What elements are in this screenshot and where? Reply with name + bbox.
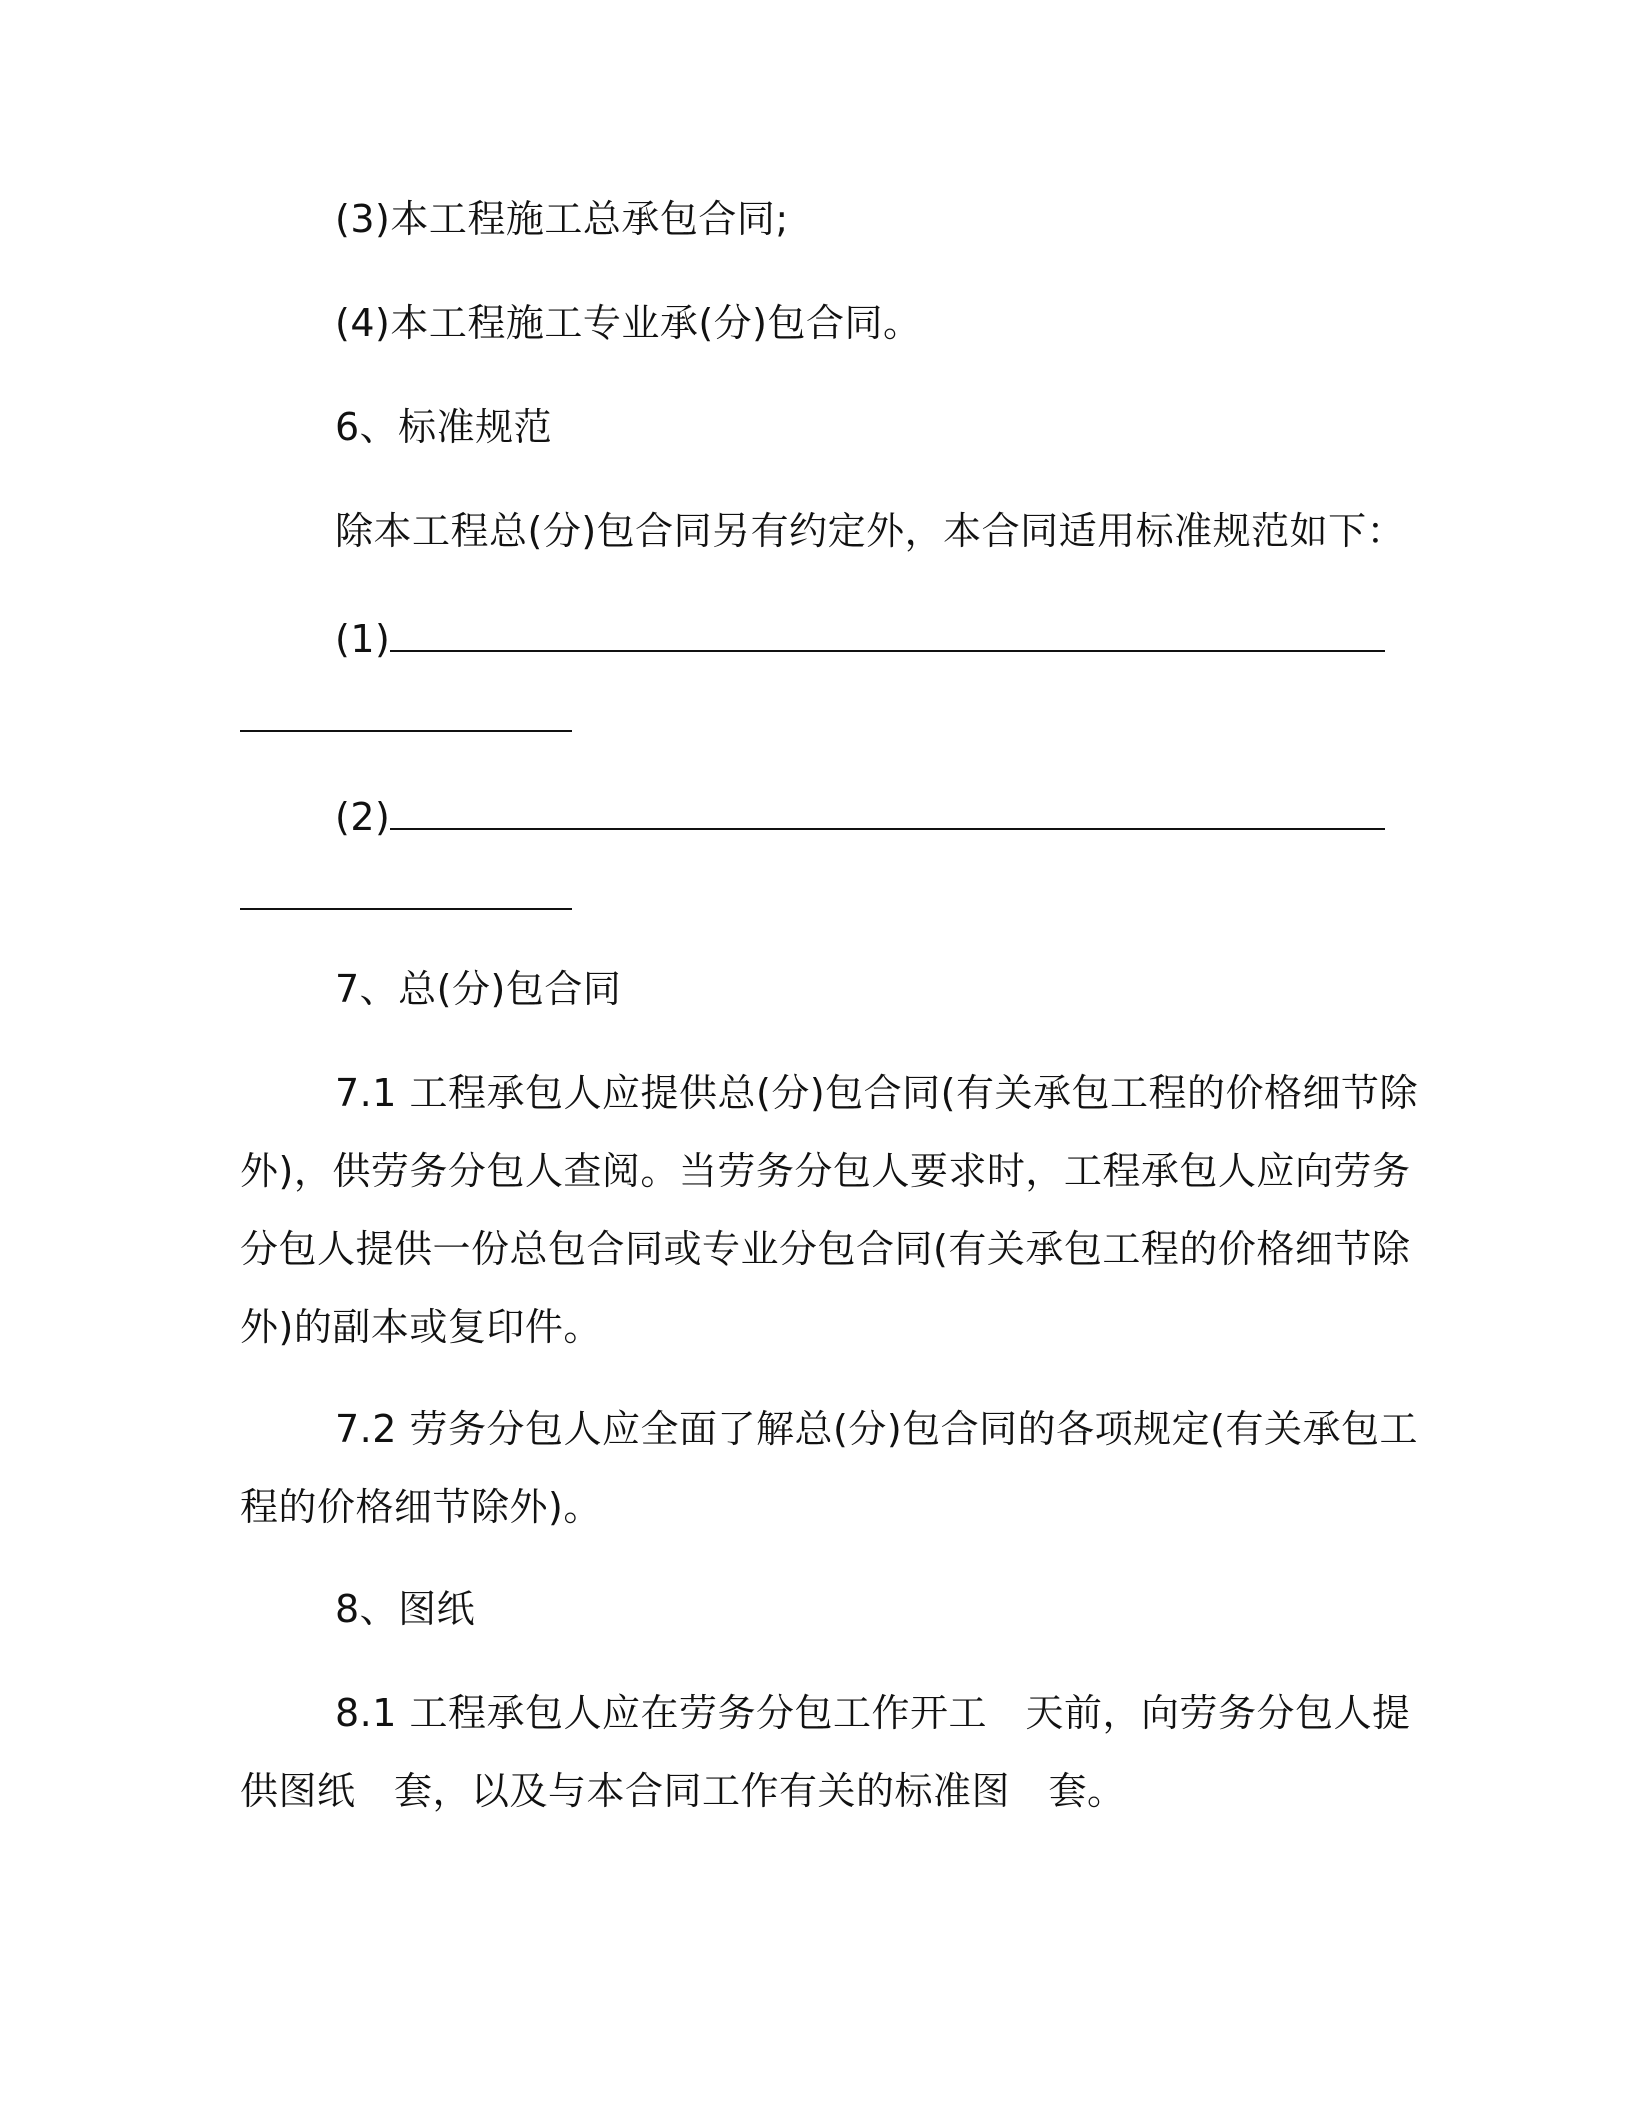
clause-7-1-line-4: 外)的副本或复印件。 bbox=[240, 1305, 602, 1349]
contract-item-3: (3)本工程施工总承包合同; bbox=[335, 197, 789, 241]
standard-item-1-continued bbox=[240, 680, 1380, 758]
section-heading-8: 8、图纸 bbox=[335, 1587, 476, 1631]
fill-in-blank bbox=[240, 880, 572, 910]
clause-7-1-line-1: 7.1 工程承包人应提供总(分)包合同(有关承包工程的价格细节除 bbox=[335, 1071, 1418, 1115]
contract-item-4: (4)本工程施工专业承(分)包合同。 bbox=[335, 301, 922, 345]
standard-item-2-label: (2) bbox=[335, 795, 391, 839]
fill-in-blank bbox=[390, 800, 1385, 830]
fill-in-blank bbox=[390, 622, 1385, 652]
clause-7-2-line-2: 程的价格细节除外)。 bbox=[240, 1485, 602, 1529]
standard-item-1 bbox=[240, 600, 1380, 678]
clause-7-1-line-3: 分包人提供一份总包合同或专业分包合同(有关承包工程的价格细节除 bbox=[240, 1227, 1411, 1271]
clause-8-1-line-1: 8.1 工程承包人应在劳务分包工作开工 天前，向劳务分包人提 bbox=[335, 1691, 1411, 1735]
clause-7-2-line-1: 7.2 劳务分包人应全面了解总(分)包合同的各项规定(有关承包工 bbox=[335, 1407, 1418, 1451]
standard-item-2 bbox=[240, 778, 1380, 856]
standards-intro: 除本工程总(分)包合同另有约定外，本合同适用标准规范如下： bbox=[335, 509, 1406, 553]
fill-in-blank bbox=[240, 702, 572, 732]
standard-item-1-label: (1) bbox=[335, 617, 391, 661]
standard-item-2-continued bbox=[240, 858, 1380, 936]
section-heading-7: 7、总(分)包合同 bbox=[335, 967, 622, 1011]
clause-8-1-line-2: 供图纸 套，以及与本合同工作有关的标准图 套。 bbox=[240, 1769, 1126, 1813]
clause-7-1-line-2: 外)，供劳务分包人查阅。当劳务分包人要求时，工程承包人应向劳务 bbox=[240, 1149, 1411, 1193]
section-heading-6: 6、标准规范 bbox=[335, 405, 553, 449]
